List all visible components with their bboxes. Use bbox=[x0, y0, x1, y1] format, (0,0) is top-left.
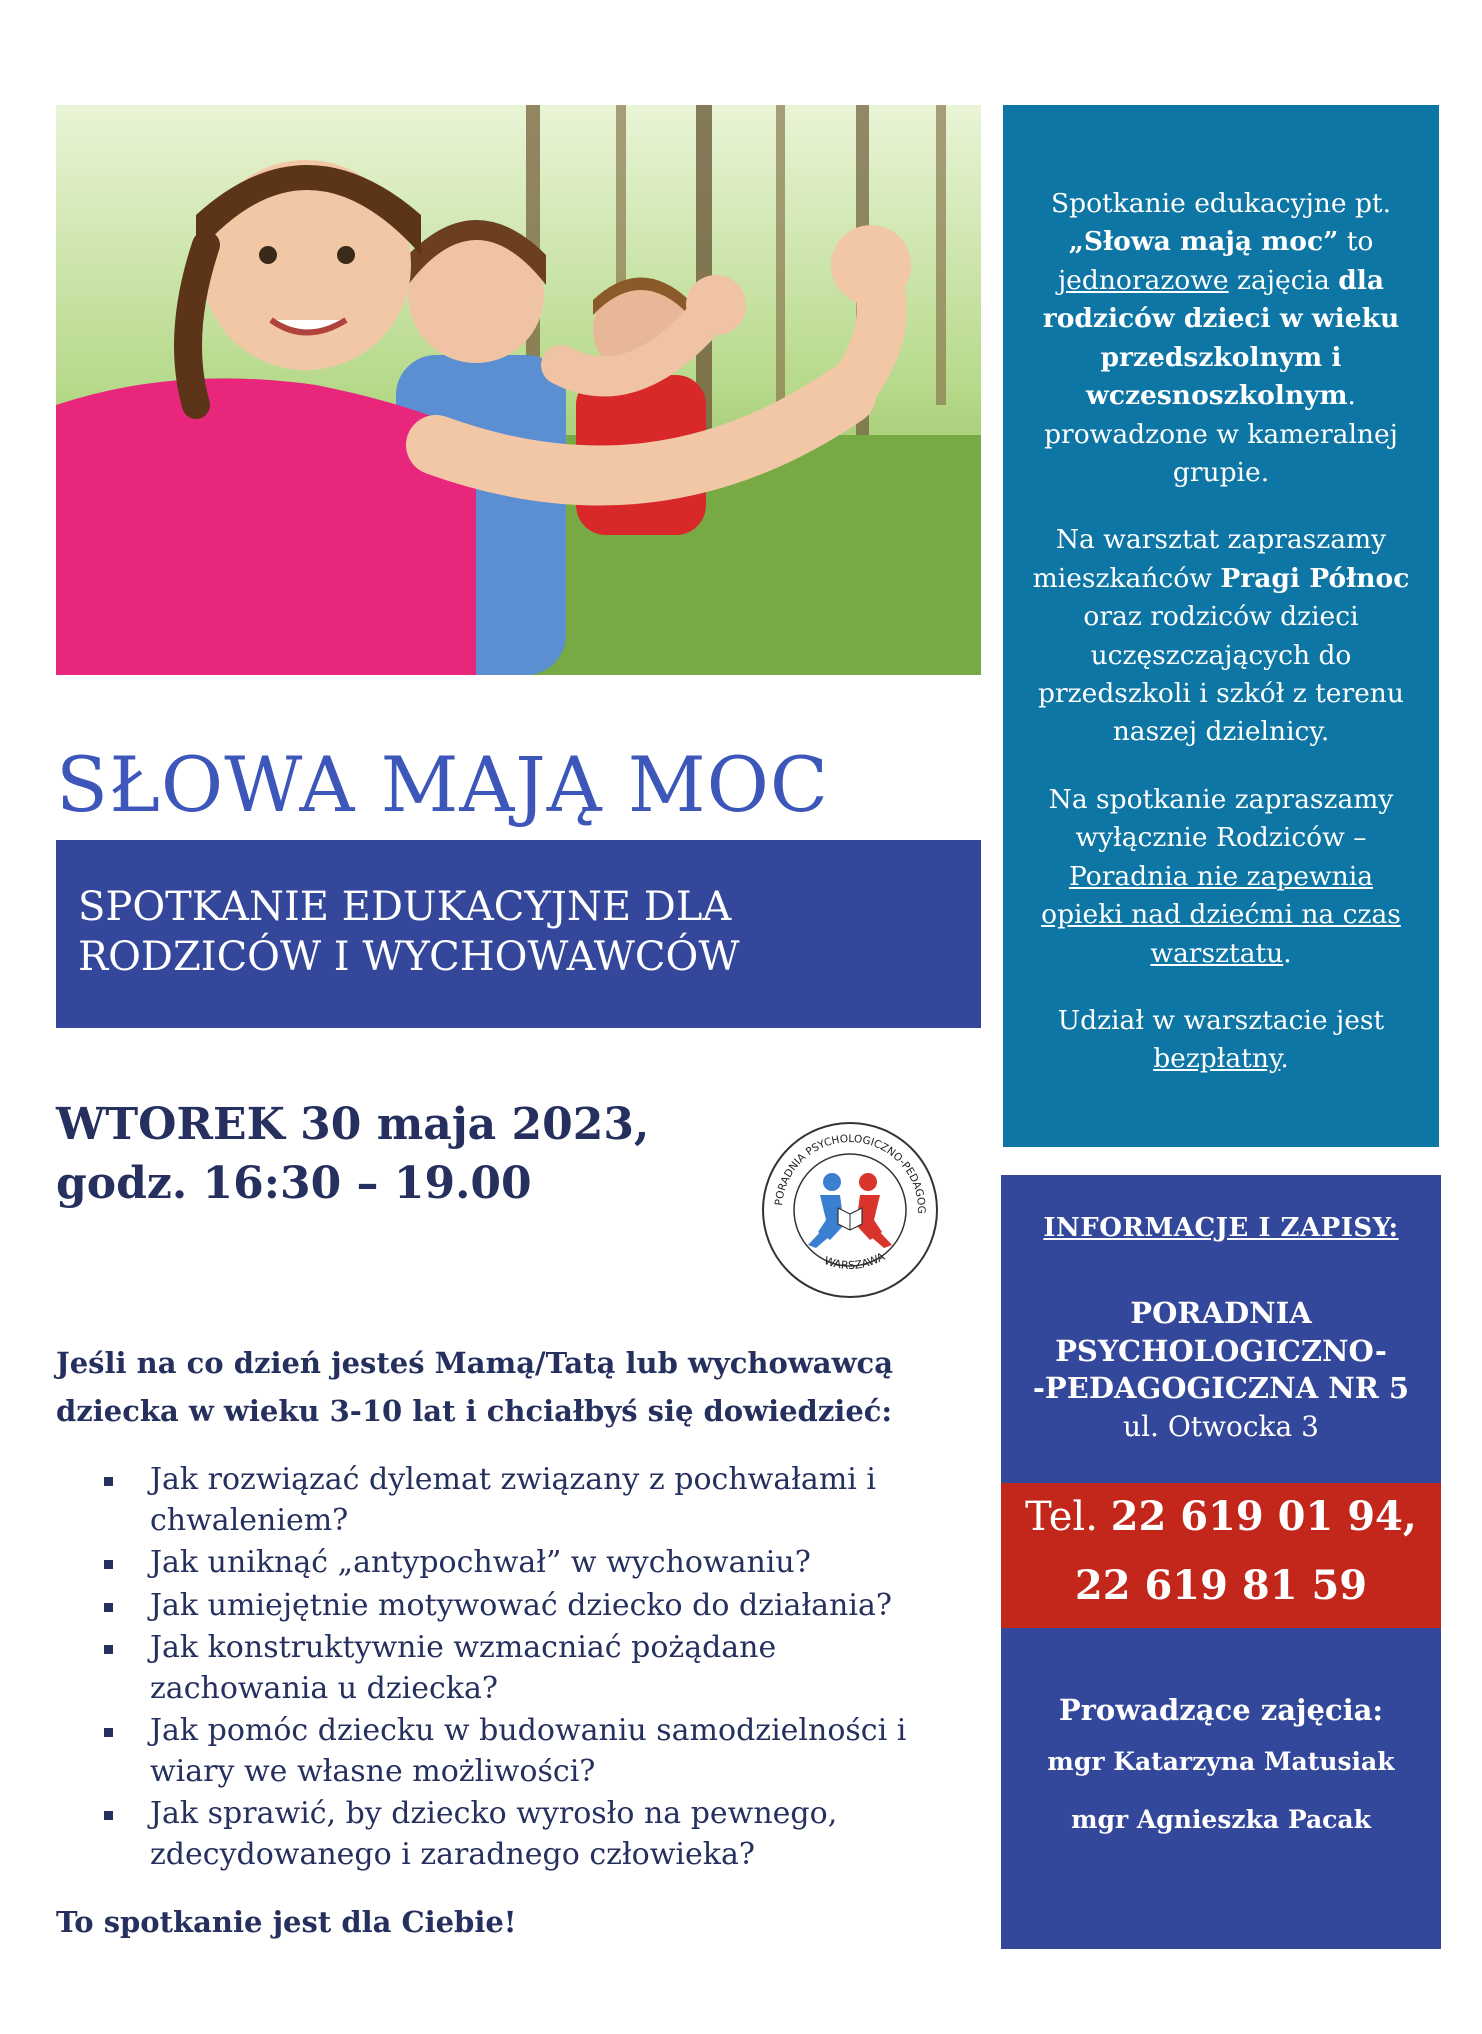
info-panel bbox=[1001, 1175, 1441, 1949]
text-span: . prowadzone w kameralnej grupie. bbox=[1044, 380, 1398, 488]
phone-number: 22 619 81 59 bbox=[1074, 1562, 1368, 1609]
leader-name: mgr Katarzyna Matusiak bbox=[1047, 1747, 1395, 1776]
logo-ring-text: PORADNIA PSYCHOLOGICZNO-PEDAGOG bbox=[773, 1132, 928, 1214]
organization-name bbox=[1001, 1295, 1441, 1408]
text-span: oraz rodziców dzieci uczęszczających do przedszkoli i szkół z terenu naszej dzielnicy. bbox=[1038, 601, 1404, 748]
text-span: Poradnia nie zapewnia opieki nad dziećmi na czas warsztatu bbox=[1041, 860, 1401, 969]
district-name: Pragi Północ bbox=[1220, 562, 1410, 594]
text-span: Na warsztat zapraszamy mieszkańców bbox=[1032, 524, 1387, 594]
text-span: Udział w warsztacie jest bbox=[1057, 1005, 1385, 1037]
subtitle-banner bbox=[56, 840, 981, 1028]
info-heading: INFORMACJE I ZAPISY: bbox=[1043, 1213, 1399, 1243]
description-paragraph-3 bbox=[1029, 781, 1413, 973]
poradnia-logo bbox=[760, 1120, 940, 1300]
list-item: Jak konstruktywnie wzmacniać pożądane zachowania u dziecka? bbox=[100, 1628, 960, 1709]
description-paragraph-2 bbox=[1029, 521, 1413, 752]
phone-number: 22 619 01 94, bbox=[1110, 1493, 1417, 1540]
description-paragraph-1 bbox=[1029, 185, 1413, 492]
text-span: bezpłatny bbox=[1153, 1043, 1281, 1075]
leaders-heading: Prowadzące zajęcia: bbox=[1058, 1693, 1384, 1727]
address: ul. Otwocka 3 bbox=[1123, 1410, 1319, 1444]
description-panel bbox=[1003, 105, 1439, 1147]
phone-label: Tel. bbox=[1025, 1494, 1111, 1540]
list-item: Jak umiejętnie motywować dziecko do działania? bbox=[100, 1586, 960, 1627]
intro-text bbox=[56, 1340, 956, 1436]
logo-city: WARSZAWA bbox=[822, 1250, 887, 1273]
hero-photo bbox=[56, 105, 981, 675]
closing-text: To spotkanie jest dla Ciebie! bbox=[56, 1905, 517, 1939]
event-datetime bbox=[56, 1095, 756, 1214]
text-span: . bbox=[1283, 937, 1292, 969]
phone-band bbox=[1001, 1483, 1441, 1628]
text-span: zajęcia bbox=[1228, 264, 1339, 296]
event-time: godz. 16:30 – 19.00 bbox=[56, 1158, 532, 1210]
target-audience: dla rodziców dzieci w wieku przedszkolnym i wczesnoszkolnym bbox=[1042, 264, 1400, 412]
org-line: PORADNIA bbox=[1130, 1296, 1312, 1330]
text-span: jednorazowe bbox=[1057, 264, 1229, 296]
list-item: Jak pomóc dziecku w budowaniu samodzielności i wiary we własne możliwości? bbox=[100, 1711, 960, 1792]
phone-line-1 bbox=[1001, 1493, 1441, 1540]
event-name: „Słowa mają moc” bbox=[1068, 226, 1339, 258]
leader-name: mgr Agnieszka Pacak bbox=[1071, 1805, 1371, 1834]
list-item: Jak rozwiązać dylemat związany z pochwałami i chwaleniem? bbox=[100, 1460, 960, 1541]
list-item: Jak sprawić, by dziecko wyrosło na pewnego, zdecydowanego i zaradnego człowieka? bbox=[100, 1794, 960, 1875]
event-date: WTOREK 30 maja 2023, bbox=[56, 1099, 650, 1150]
intro-line-1: Jeśli na co dzień jesteś Mamą/Tatą lub wychowawcą bbox=[56, 1346, 894, 1380]
list-item: Jak uniknąć „antypochwał” w wychowaniu? bbox=[100, 1543, 960, 1584]
intro-line-2: dziecka w wieku 3-10 lat i chciałbyś się dowiedzieć: bbox=[56, 1393, 893, 1428]
text-span: . bbox=[1280, 1043, 1289, 1075]
org-line: -PEDAGOGICZNA NR 5 bbox=[1032, 1371, 1410, 1406]
org-line: PSYCHOLOGICZNO- bbox=[1055, 1333, 1387, 1368]
description-paragraph-4 bbox=[1029, 1002, 1413, 1079]
text-span: Spotkanie edukacyjne pt. bbox=[1050, 188, 1392, 219]
questions-list bbox=[100, 1460, 960, 1877]
text-span: Na spotkanie zapraszamy wyłącznie Rodziców – bbox=[1048, 783, 1394, 854]
subtitle-line-2: RODZICÓW I WYCHOWAWCÓW bbox=[78, 934, 740, 980]
page-title: SŁOWA MAJĄ MOC bbox=[56, 740, 830, 829]
subtitle-line-1: SPOTKANIE EDUKACYJNE DLA bbox=[78, 884, 732, 930]
text-span: to bbox=[1338, 226, 1374, 258]
